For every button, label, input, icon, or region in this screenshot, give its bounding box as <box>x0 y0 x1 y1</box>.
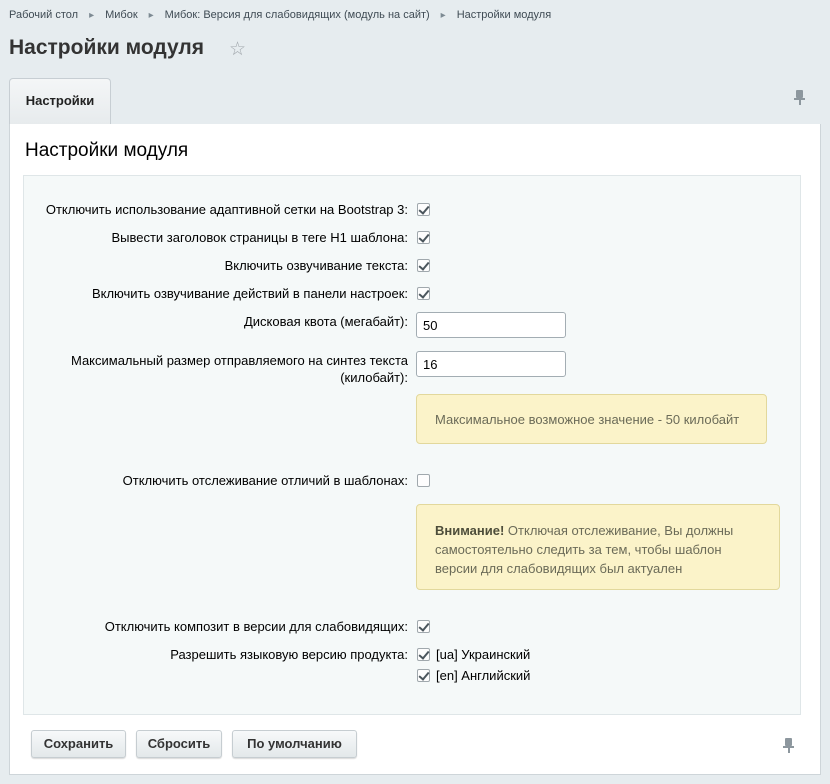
warning-line1: Отключая отслеживание, Вы должны <box>504 523 734 538</box>
warning-line3: версии для слабовидящих был актуален <box>435 561 683 576</box>
tts-label: Включить озвучивание текста: <box>224 258 408 273</box>
breadcrumb-item-mibok[interactable]: Мибок <box>105 9 138 21</box>
default-button[interactable]: По умолчанию <box>232 730 357 758</box>
breadcrumb-separator-icon: ▸ <box>89 10 95 21</box>
lang-en-label[interactable]: [en] Английский <box>436 668 531 683</box>
bootstrap-label: Отключить использование адаптивной сетки на Bootstrap 3: <box>45 202 408 217</box>
warning-line2: самостоятельно следить за тем, чтобы шаблон <box>435 542 722 557</box>
lang-ua-label[interactable]: [ua] Украинский <box>436 647 531 662</box>
pin-icon-bottom[interactable] <box>783 738 794 753</box>
h1-checkbox[interactable] <box>417 231 430 244</box>
languages-label: Разрешить языковую версию продукта: <box>170 647 408 662</box>
tracking-warning <box>416 504 780 590</box>
page-title: Настройки модуля <box>9 36 205 59</box>
lang-en-checkbox[interactable] <box>417 669 430 682</box>
breadcrumb-item-module[interactable]: Мибок: Версия для слабовидящих (модуль на сайт) <box>164 9 430 21</box>
save-button[interactable]: Сохранить <box>31 730 126 758</box>
tts-checkbox[interactable] <box>417 259 430 272</box>
breadcrumb-item-desktop[interactable]: Рабочий стол <box>9 9 79 21</box>
warning-strong: Внимание! <box>435 523 505 538</box>
pin-icon[interactable] <box>794 90 805 105</box>
breadcrumb-item-settings[interactable]: Настройки модуля <box>456 9 552 21</box>
breadcrumb-separator-icon: ▸ <box>148 10 154 21</box>
section-title: Настройки модуля <box>25 140 189 161</box>
tab-bar <box>9 78 820 125</box>
breadcrumb-separator-icon: ▸ <box>440 10 446 21</box>
tracking-label: Отключить отслеживание отличий в шаблонах: <box>122 473 408 488</box>
max-size-input[interactable] <box>416 351 566 377</box>
max-size-note: Максимальное возможное значение - 50 килобайт <box>416 394 767 444</box>
breadcrumb <box>9 9 551 21</box>
max-size-label <box>71 352 408 386</box>
settings-form <box>23 175 801 715</box>
quota-input[interactable] <box>416 312 566 338</box>
reset-button[interactable]: Сбросить <box>136 730 222 758</box>
composite-checkbox[interactable] <box>417 620 430 633</box>
bootstrap-checkbox[interactable] <box>417 203 430 216</box>
star-icon[interactable]: ☆ <box>229 39 247 60</box>
lang-ua-checkbox[interactable] <box>417 648 430 661</box>
max-size-label-line2: (килобайт): <box>340 370 408 385</box>
quota-label: Дисковая квота (мегабайт): <box>243 314 408 329</box>
tracking-checkbox[interactable] <box>417 474 430 487</box>
tts-actions-label: Включить озвучивание действий в панели настроек: <box>91 286 408 301</box>
composite-label: Отключить композит в версии для слабовидящих: <box>104 619 408 634</box>
tts-actions-checkbox[interactable] <box>417 287 430 300</box>
tab-settings[interactable]: Настройки <box>9 78 111 124</box>
settings-panel <box>9 124 821 775</box>
max-size-label-line1: Максимальный размер отправляемого на синтез текста <box>70 353 408 368</box>
h1-label: Вывести заголовок страницы в теге H1 шаблона: <box>111 230 408 245</box>
